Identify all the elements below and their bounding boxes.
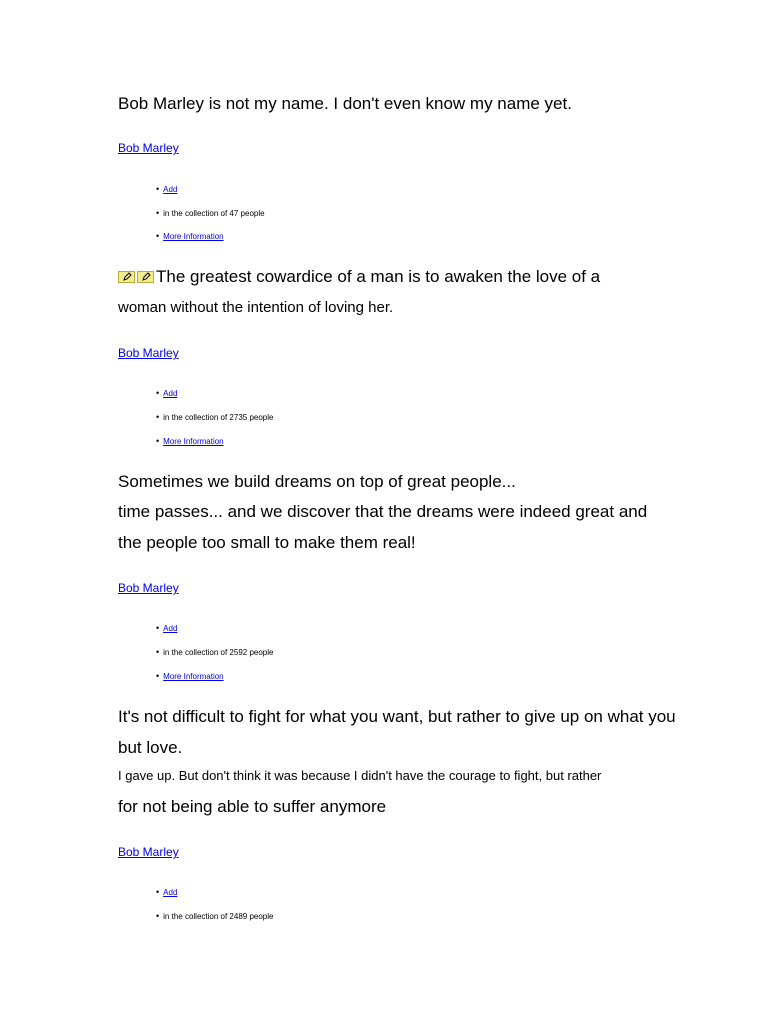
quote-line: but love. [118, 738, 183, 757]
author-link[interactable]: Bob Marley [118, 346, 179, 360]
bullet-icon: • [156, 911, 160, 921]
quote-line: Sometimes we build dreams on top of great people... [118, 472, 516, 491]
quote-line: time passes... and we discover that the dreams were indeed great and [118, 502, 648, 521]
collection-count: in the collection of 47 people [163, 209, 265, 218]
bullet-icon: • [156, 184, 160, 194]
list-item [156, 887, 203, 898]
bullet-icon: • [156, 623, 160, 633]
quote-line: woman without the intention of loving her. [118, 299, 394, 316]
bullet-icon: • [156, 887, 160, 897]
list-item [156, 647, 273, 658]
list-item [156, 436, 224, 447]
more-information-link[interactable]: More Information [163, 232, 224, 241]
list-item [156, 208, 265, 219]
more-information-link[interactable]: More Information [163, 672, 224, 681]
add-link[interactable]: Add [163, 389, 178, 398]
collection-count: in the collection of 2489 people [163, 912, 274, 921]
more-information-link[interactable]: More Information [163, 437, 224, 446]
list-item [156, 388, 203, 399]
bullet-icon: • [156, 671, 160, 681]
list-item [156, 671, 224, 682]
author-link[interactable]: Bob Marley [118, 845, 179, 859]
bullet-icon: • [156, 231, 160, 241]
pencil-icon[interactable] [137, 271, 154, 283]
quote-line: for not being able to suffer anymore [118, 797, 387, 816]
list-item [156, 412, 273, 423]
list-item [156, 184, 203, 195]
quote-text: Bob Marley is not my name. I don't even know my name yet. [118, 94, 572, 113]
bullet-icon: • [156, 208, 160, 218]
add-link[interactable]: Add [163, 624, 178, 633]
bullet-icon: • [156, 412, 160, 422]
add-link[interactable]: Add [163, 888, 178, 897]
quote-line: I gave up. But don't think it was because I didn't have the courage to fight, but rather [118, 768, 602, 783]
list-item [156, 623, 203, 634]
list-item [156, 231, 224, 242]
collection-count: in the collection of 2592 people [163, 648, 274, 657]
pencil-icon[interactable] [118, 271, 135, 283]
add-link[interactable]: Add [163, 185, 178, 194]
author-link[interactable]: Bob Marley [118, 141, 179, 155]
quote-line: the people too small to make them real! [118, 533, 416, 552]
quote-text [118, 267, 600, 287]
collection-count: in the collection of 2735 people [163, 413, 274, 422]
list-item [156, 911, 273, 922]
quote-line: It's not difficult to fight for what you want, but rather to give up on what you [118, 707, 676, 726]
bullet-icon: • [156, 436, 160, 446]
bullet-icon: • [156, 647, 160, 657]
author-link[interactable]: Bob Marley [118, 581, 179, 595]
bullet-icon: • [156, 388, 160, 398]
quote-line: The greatest cowardice of a man is to awaken the love of a [156, 267, 601, 286]
